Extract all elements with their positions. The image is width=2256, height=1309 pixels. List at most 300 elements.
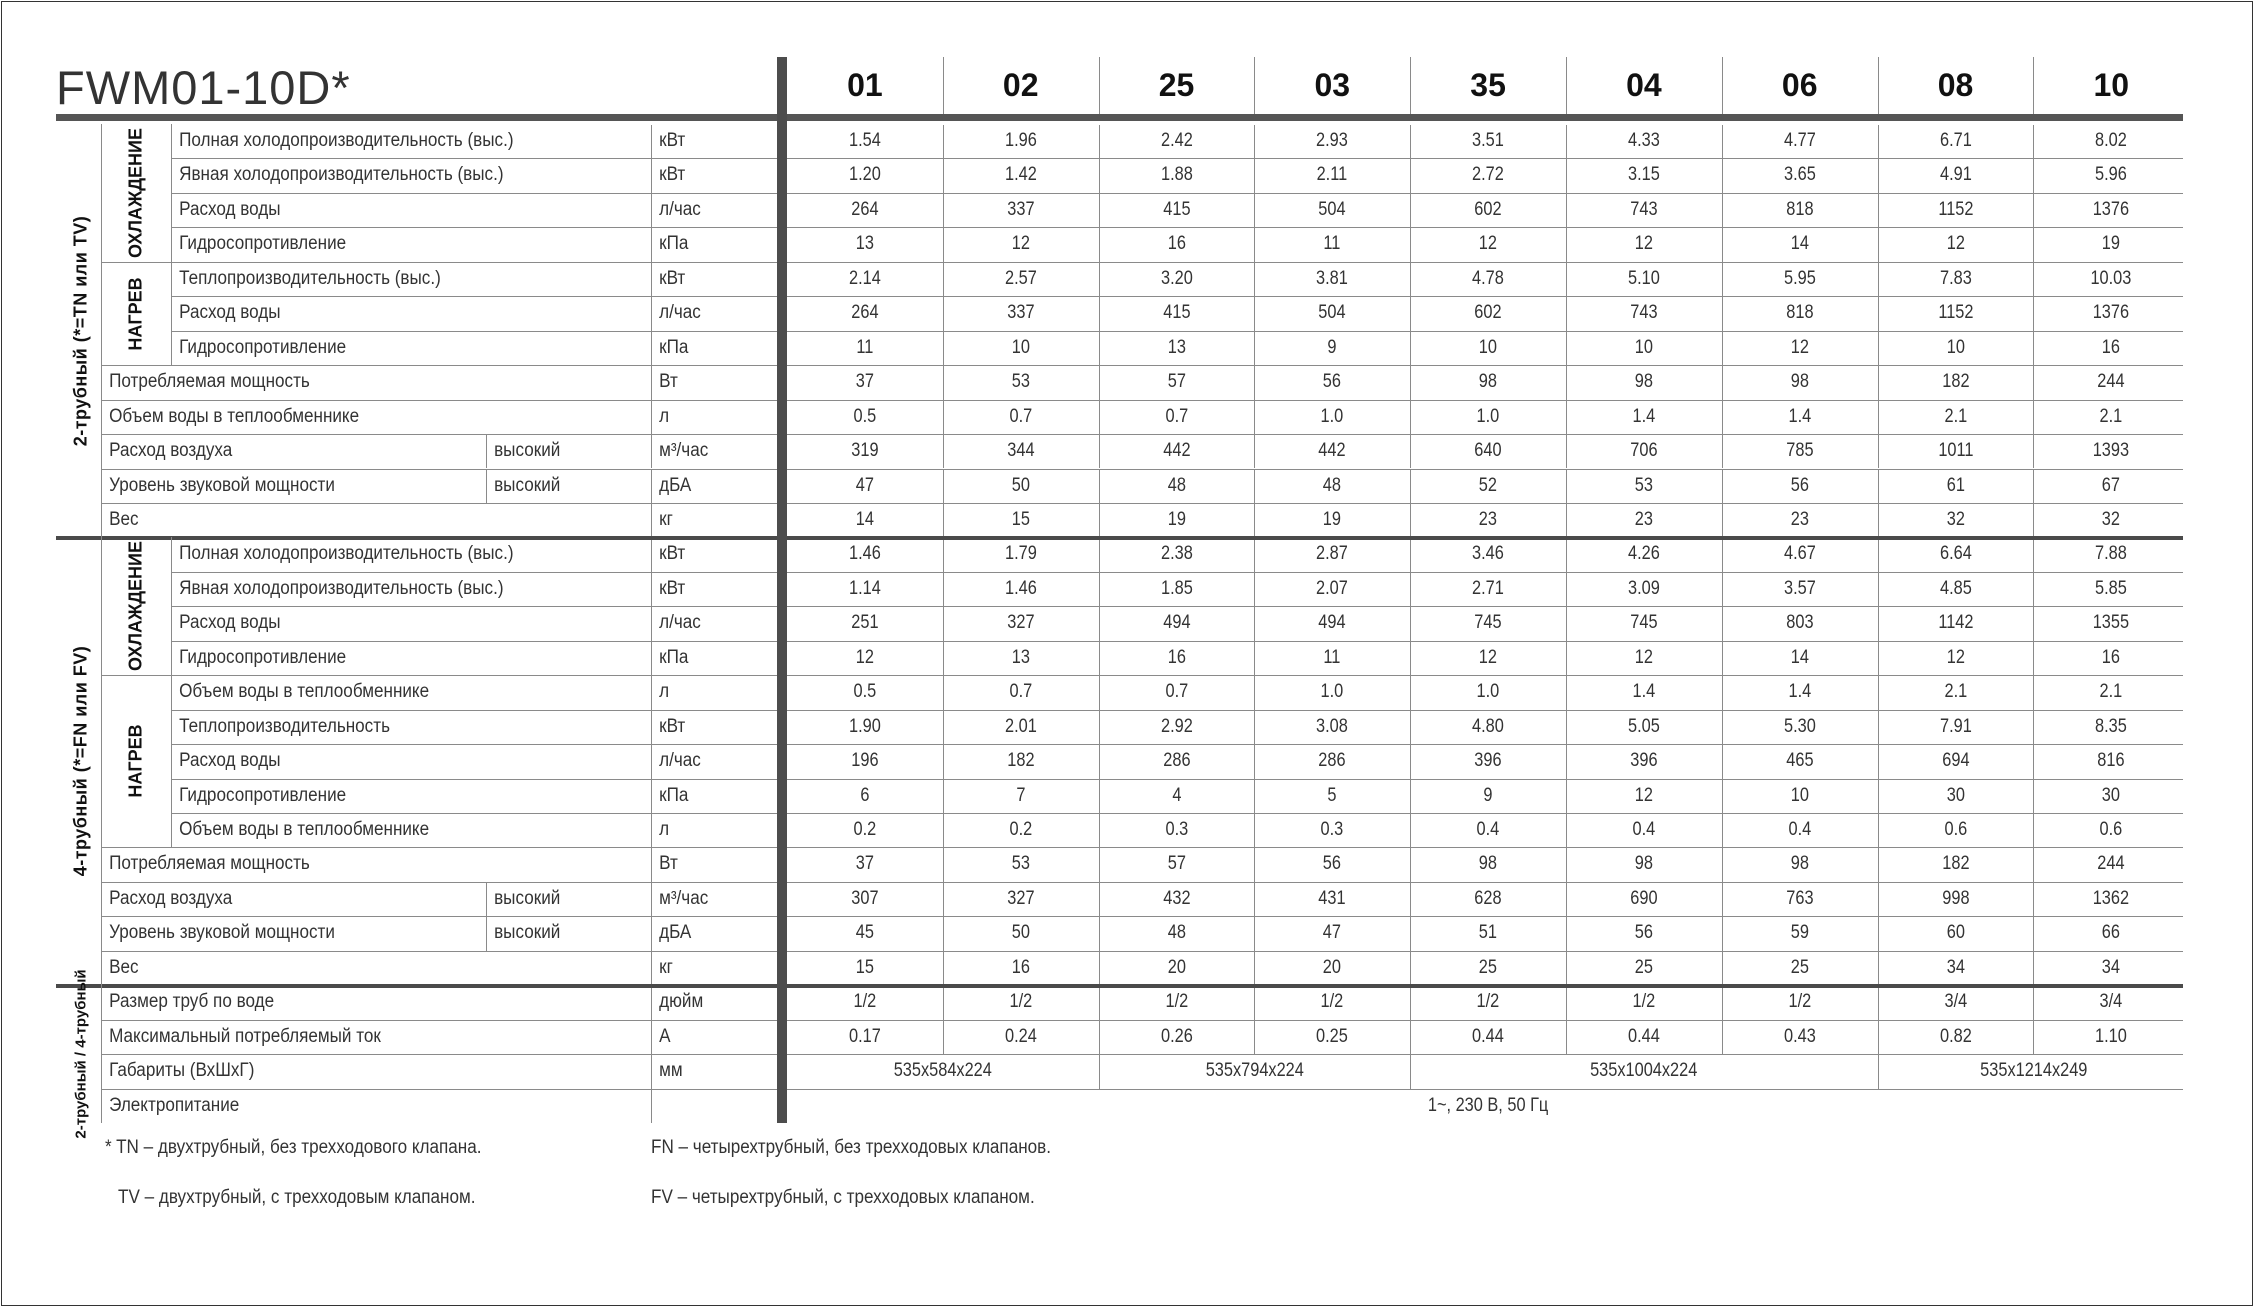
column-divider [1254, 986, 1255, 1019]
table-cell: 23 [1478, 508, 1498, 530]
column-divider [2033, 883, 2034, 916]
column-divider [2033, 573, 2034, 606]
table-cell: 0.7 [1009, 405, 1033, 427]
table-cell: 0.7 [1165, 405, 1188, 427]
column-divider [1410, 676, 1411, 709]
table-cell: 1.96 [1004, 130, 1037, 151]
table-cell: 34 [1946, 956, 1965, 978]
table-cell: 56 [1323, 371, 1342, 393]
table-cell: 20 [1167, 956, 1186, 978]
table-cell: 3.46 [1472, 543, 1504, 565]
table-cell: 182 [1941, 853, 1970, 875]
column-divider [1566, 780, 1567, 813]
column-divider [1254, 538, 1255, 571]
table-cell: 494 [1162, 612, 1191, 634]
row-unit: дБА [659, 922, 692, 944]
column-divider [1878, 986, 1879, 1019]
row-label: Теплопроизводительность (выс.) [179, 267, 441, 289]
unit-divider [651, 538, 652, 571]
row-label: Вес [109, 508, 139, 530]
table-cell: 34 [2102, 956, 2121, 978]
unit-divider [651, 470, 652, 503]
column-divider [943, 780, 944, 813]
column-divider [1254, 1021, 1255, 1054]
column-divider [1254, 159, 1255, 192]
column-divider [1878, 848, 1879, 881]
row-unit: кВт [659, 715, 686, 737]
row-unit: л/час [659, 612, 701, 634]
table-cell: 1.4 [1632, 681, 1656, 703]
table-cell: 0.3 [1165, 819, 1188, 840]
column-divider [1099, 159, 1100, 192]
column-divider [1099, 883, 1100, 916]
table-cell: 182 [1941, 371, 1970, 393]
column-divider [1878, 642, 1879, 675]
row-unit: л/час [659, 198, 701, 220]
table-cell: 14 [1790, 646, 1809, 668]
table-cell: 1362 [2093, 887, 2130, 909]
column-divider [1410, 470, 1411, 503]
row-unit: Вт [659, 371, 678, 393]
table-cell: 0.7 [1009, 681, 1033, 703]
row-label: Объем воды в теплообменнике [179, 819, 430, 840]
column-divider [1099, 228, 1100, 261]
column-divider [1254, 780, 1255, 813]
table-cell: 1.85 [1160, 577, 1193, 599]
column-divider [1254, 952, 1255, 985]
row-unit: кВт [659, 130, 686, 151]
column-divider [943, 297, 944, 330]
table-cell: 3.65 [1783, 164, 1816, 186]
row-label: Электропитание [109, 1094, 240, 1116]
row-label: Расход воды [179, 302, 281, 324]
group-divider [101, 365, 171, 366]
column-divider [1878, 125, 1879, 158]
table-cell: 12 [1946, 233, 1965, 255]
table-cell: 59 [1790, 922, 1809, 944]
table-cell: 3/4 [1944, 991, 1967, 1013]
table-cell: 264 [851, 198, 879, 220]
table-cell: 2.1 [2099, 681, 2123, 703]
table-cell: 53 [1011, 853, 1030, 875]
table-cell: 0.25 [1316, 1025, 1349, 1047]
table-cell: 1.42 [1004, 164, 1037, 186]
table-cell: 8.35 [2095, 715, 2128, 737]
column-divider [943, 917, 944, 950]
row-label: Гидросопротивление [179, 233, 347, 255]
table-cell: 319 [851, 440, 879, 462]
table-cell: 2.01 [1004, 715, 1037, 737]
column-divider [1410, 711, 1411, 744]
column-divider [1254, 883, 1255, 916]
table-cell: 56 [1323, 853, 1342, 875]
table-cell: 1.0 [1476, 405, 1500, 427]
table-cell: 1.79 [1004, 543, 1037, 565]
table-cell: 286 [1162, 750, 1191, 772]
column-divider [1722, 470, 1723, 503]
table-cell: 2.1 [1944, 681, 1967, 703]
table-cell: 0.44 [1472, 1025, 1504, 1047]
column-divider [2033, 332, 2034, 365]
column-divider [1722, 1021, 1723, 1054]
unit-divider [651, 573, 652, 606]
column-divider [1254, 573, 1255, 606]
group-divider [101, 675, 171, 676]
column-divider [1566, 435, 1567, 468]
column-divider [1566, 607, 1567, 640]
column-divider [1099, 366, 1100, 399]
table-cell: 1.46 [1004, 577, 1037, 599]
column-divider [1254, 711, 1255, 744]
column-divider [1878, 780, 1879, 813]
column-divider [1254, 745, 1255, 778]
table-cell: 13 [1011, 646, 1030, 668]
table-cell: 15 [1011, 508, 1030, 530]
column-divider [1099, 917, 1100, 950]
table-cell: 2.92 [1160, 715, 1193, 737]
column-divider [943, 366, 944, 399]
table-cell: 3.09 [1627, 577, 1660, 599]
table-cell: 23 [1634, 508, 1653, 530]
table-cell: 1/2 [853, 991, 877, 1013]
row-unit: кПа [659, 336, 689, 358]
column-divider [1722, 435, 1723, 468]
row-unit: кВт [659, 267, 686, 289]
table-cell: 19 [1167, 508, 1186, 530]
column-divider [1410, 607, 1411, 640]
column-divider [1722, 745, 1723, 778]
table-cell: 7 [1016, 784, 1026, 806]
column-divider [1878, 538, 1879, 571]
column-divider [1254, 401, 1255, 434]
table-cell: 1.4 [1632, 405, 1656, 427]
table-cell: 6.71 [1939, 130, 1972, 151]
header-divider [1410, 57, 1411, 118]
column-divider [1254, 125, 1255, 158]
column-divider [2033, 848, 2034, 881]
column-divider [1878, 676, 1879, 709]
row-unit: л/час [659, 750, 701, 772]
table-cell: 20 [1323, 956, 1342, 978]
table-cell: 12 [1478, 646, 1498, 668]
column-divider [2033, 1021, 2034, 1054]
column-divider [2033, 297, 2034, 330]
column-divider [1099, 504, 1100, 537]
column-divider [1099, 745, 1100, 778]
table-cell: 57 [1167, 853, 1186, 875]
column-divider [943, 986, 944, 1019]
table-cell: 2.07 [1316, 577, 1349, 599]
table-cell: 785 [1786, 440, 1814, 462]
model-header: 04 [1626, 67, 1662, 103]
row-unit: А [659, 1025, 671, 1047]
column-divider [1099, 435, 1100, 468]
column-divider [1099, 194, 1100, 227]
power-supply-value: 1~, 230 В, 50 Гц [1427, 1094, 1549, 1116]
column-divider [1722, 780, 1723, 813]
table-cell: 10.03 [2090, 267, 2132, 289]
table-cell: 2.71 [1472, 577, 1504, 599]
mode-divider [486, 435, 487, 468]
table-cell: 5.96 [2095, 164, 2128, 186]
column-divider [1722, 159, 1723, 192]
table-cell: 13 [1167, 336, 1186, 358]
label-data-separator [777, 57, 787, 1123]
table-cell: 11 [856, 336, 874, 358]
dimension-value: 535x794x224 [1205, 1060, 1304, 1082]
column-divider [943, 642, 944, 675]
table-cell: 30 [2102, 784, 2121, 806]
column-divider [1099, 470, 1100, 503]
column-divider [2033, 642, 2034, 675]
row-unit: м³/час [659, 440, 709, 462]
row-unit: кг [659, 508, 673, 530]
column-divider [943, 435, 944, 468]
table-cell: 244 [2097, 371, 2125, 393]
row-unit: кПа [659, 233, 689, 255]
column-divider [943, 401, 944, 434]
column-divider [1410, 814, 1411, 847]
model-header: 02 [1002, 67, 1039, 103]
row-label: Расход воздуха [109, 887, 233, 909]
table-cell: 60 [1946, 922, 1965, 944]
column-divider [1254, 435, 1255, 468]
table-cell: 3/4 [2099, 991, 2123, 1013]
unit-divider [651, 814, 652, 847]
column-divider [943, 538, 944, 571]
table-cell: 67 [2102, 474, 2121, 496]
column-divider [1878, 297, 1879, 330]
table-cell: 327 [1007, 887, 1035, 909]
table-cell: 7.91 [1939, 715, 1972, 737]
table-cell: 12 [1011, 233, 1030, 255]
column-divider [1722, 848, 1723, 881]
table-cell: 4.91 [1939, 164, 1972, 186]
table-cell: 12 [855, 646, 874, 668]
column-divider [1878, 573, 1879, 606]
column-divider [2033, 194, 2034, 227]
table-cell: 2.14 [848, 267, 881, 289]
column-divider [1722, 883, 1723, 916]
column-divider [943, 573, 944, 606]
unit-divider [651, 159, 652, 192]
table-cell: 10 [1790, 784, 1809, 806]
table-cell: 1.0 [1476, 681, 1500, 703]
column-divider [1878, 814, 1879, 847]
column-divider [1254, 607, 1255, 640]
table-cell: 396 [1630, 750, 1658, 772]
table-cell: 818 [1786, 198, 1814, 220]
group-divider [171, 537, 172, 675]
unit-divider [651, 676, 652, 709]
column-divider [1566, 538, 1567, 571]
table-cell: 745 [1474, 612, 1502, 634]
table-cell: 743 [1630, 302, 1658, 324]
column-divider [943, 848, 944, 881]
row-label: Объем воды в теплообменнике [109, 405, 360, 427]
column-divider [1099, 573, 1100, 606]
table-cell: 19 [1323, 508, 1342, 530]
column-divider [943, 711, 944, 744]
table-cell: 37 [855, 853, 874, 875]
row-label: Расход воды [179, 198, 281, 220]
column-divider [2033, 504, 2034, 537]
table-cell: 1.88 [1160, 164, 1193, 186]
column-divider [1410, 297, 1411, 330]
row-label: Максимальный потребляемый ток [109, 1025, 381, 1047]
unit-divider [651, 711, 652, 744]
table-cell: 327 [1007, 612, 1035, 634]
row-label: Гидросопротивление [179, 336, 347, 358]
column-divider [1254, 366, 1255, 399]
table-cell: 0.6 [2099, 819, 2123, 840]
column-divider [1878, 607, 1879, 640]
table-cell: 25 [1634, 956, 1653, 978]
column-divider [1722, 194, 1723, 227]
table-cell: 818 [1786, 302, 1814, 324]
table-cell: 12 [1634, 784, 1653, 806]
model-header: 06 [1781, 67, 1818, 103]
row-label: Теплопроизводительность [179, 715, 390, 737]
column-divider [1099, 676, 1100, 709]
row-unit: мм [659, 1060, 683, 1082]
table-cell: 0.5 [853, 405, 877, 427]
table-cell: 264 [851, 302, 879, 324]
table-cell: 3.81 [1316, 267, 1349, 289]
column-divider [1878, 883, 1879, 916]
column-divider [1099, 711, 1100, 744]
table-cell: 1376 [2093, 302, 2130, 324]
table-cell: 1.4 [1788, 405, 1812, 427]
column-divider [1410, 125, 1411, 158]
table-cell: 5.85 [2095, 577, 2128, 599]
table-cell: 2.1 [2099, 405, 2123, 427]
table-cell: 0.26 [1160, 1025, 1193, 1047]
table-cell: 396 [1474, 750, 1502, 772]
row-label: Размер труб по воде [109, 991, 275, 1013]
column-divider [1722, 676, 1723, 709]
table-cell: 1393 [2093, 440, 2130, 462]
column-divider [1566, 642, 1567, 675]
column-divider [1099, 607, 1100, 640]
header-divider [1722, 57, 1723, 118]
table-cell: 0.5 [853, 681, 877, 703]
column-divider [1722, 607, 1723, 640]
table-cell: 1/2 [1788, 991, 1812, 1013]
table-cell: 2.57 [1004, 267, 1037, 289]
column-divider [1410, 573, 1411, 606]
table-cell: 16 [2102, 646, 2121, 668]
column-divider [943, 814, 944, 847]
column-divider [1722, 814, 1723, 847]
column-divider [1410, 194, 1411, 227]
column-divider [943, 194, 944, 227]
table-cell: 16 [1167, 233, 1186, 255]
column-divider [1566, 745, 1567, 778]
column-divider [1722, 538, 1723, 571]
table-cell: 1142 [1937, 612, 1974, 634]
column-divider [943, 1021, 944, 1054]
table-cell: 5.30 [1783, 715, 1816, 737]
column-divider [1722, 401, 1723, 434]
table-cell: 0.82 [1939, 1025, 1972, 1047]
row-label: Явная холодопроизводительность (выс.) [179, 577, 504, 599]
column-divider [2033, 435, 2034, 468]
column-divider [1878, 401, 1879, 434]
column-divider [943, 470, 944, 503]
row-label: Явная холодопроизводительность (выс.) [179, 164, 504, 186]
table-cell: 61 [1946, 474, 1965, 496]
section-divider [101, 124, 102, 1123]
table-cell: 2.11 [1316, 164, 1348, 186]
table-cell: 45 [855, 922, 874, 944]
table-cell: 1.10 [2095, 1025, 2128, 1047]
unit-divider [651, 848, 652, 881]
table-cell: 244 [2097, 853, 2125, 875]
group-divider [101, 262, 171, 263]
column-divider [1878, 332, 1879, 365]
column-divider [1099, 780, 1100, 813]
row-label: Объем воды в теплообменнике [179, 681, 430, 703]
column-divider [1878, 194, 1879, 227]
column-divider [1410, 159, 1411, 192]
unit-divider [651, 435, 652, 468]
column-divider [1254, 263, 1255, 296]
column-divider [1410, 1021, 1411, 1054]
column-divider [943, 263, 944, 296]
column-divider [1566, 263, 1567, 296]
table-cell: 98 [1790, 371, 1809, 393]
header-divider [2033, 57, 2034, 118]
model-header: 35 [1470, 67, 1506, 103]
unit-divider [651, 401, 652, 434]
column-divider [1566, 883, 1567, 916]
column-divider [1566, 814, 1567, 847]
unit-divider [651, 780, 652, 813]
table-cell: 0.3 [1320, 819, 1344, 840]
table-cell: 504 [1318, 198, 1346, 220]
row-mode: высокий [494, 887, 561, 909]
column-divider [2033, 366, 2034, 399]
column-divider [943, 125, 944, 158]
column-divider [1254, 848, 1255, 881]
column-divider [1410, 401, 1411, 434]
table-cell: 1.14 [848, 577, 881, 599]
column-divider [1566, 676, 1567, 709]
footnote-fv: FV – четырехтрубный, с трехходовых клапаном. [651, 1187, 1035, 1208]
table-cell: 1011 [1937, 440, 1974, 462]
table-cell: 4.78 [1472, 267, 1504, 289]
column-divider [1254, 297, 1255, 330]
column-divider [1099, 1021, 1100, 1054]
column-divider [1410, 263, 1411, 296]
model-header: 03 [1314, 67, 1351, 103]
column-divider [1722, 504, 1723, 537]
table-cell: 47 [1323, 922, 1342, 944]
table-cell: 0.2 [1009, 819, 1033, 840]
unit-divider [651, 366, 652, 399]
column-divider [2033, 917, 2034, 950]
column-divider [1566, 952, 1567, 985]
footnote-tn: * TN – двухтрубный, без трехходового клапана. [105, 1137, 482, 1158]
column-divider [1410, 366, 1411, 399]
column-divider [943, 228, 944, 261]
unit-divider [651, 125, 652, 158]
model-header: 10 [2093, 67, 2130, 103]
table-cell: 628 [1474, 887, 1502, 909]
row-unit: л/час [659, 302, 701, 324]
row-label: Габариты (ВхШхГ) [109, 1060, 255, 1082]
